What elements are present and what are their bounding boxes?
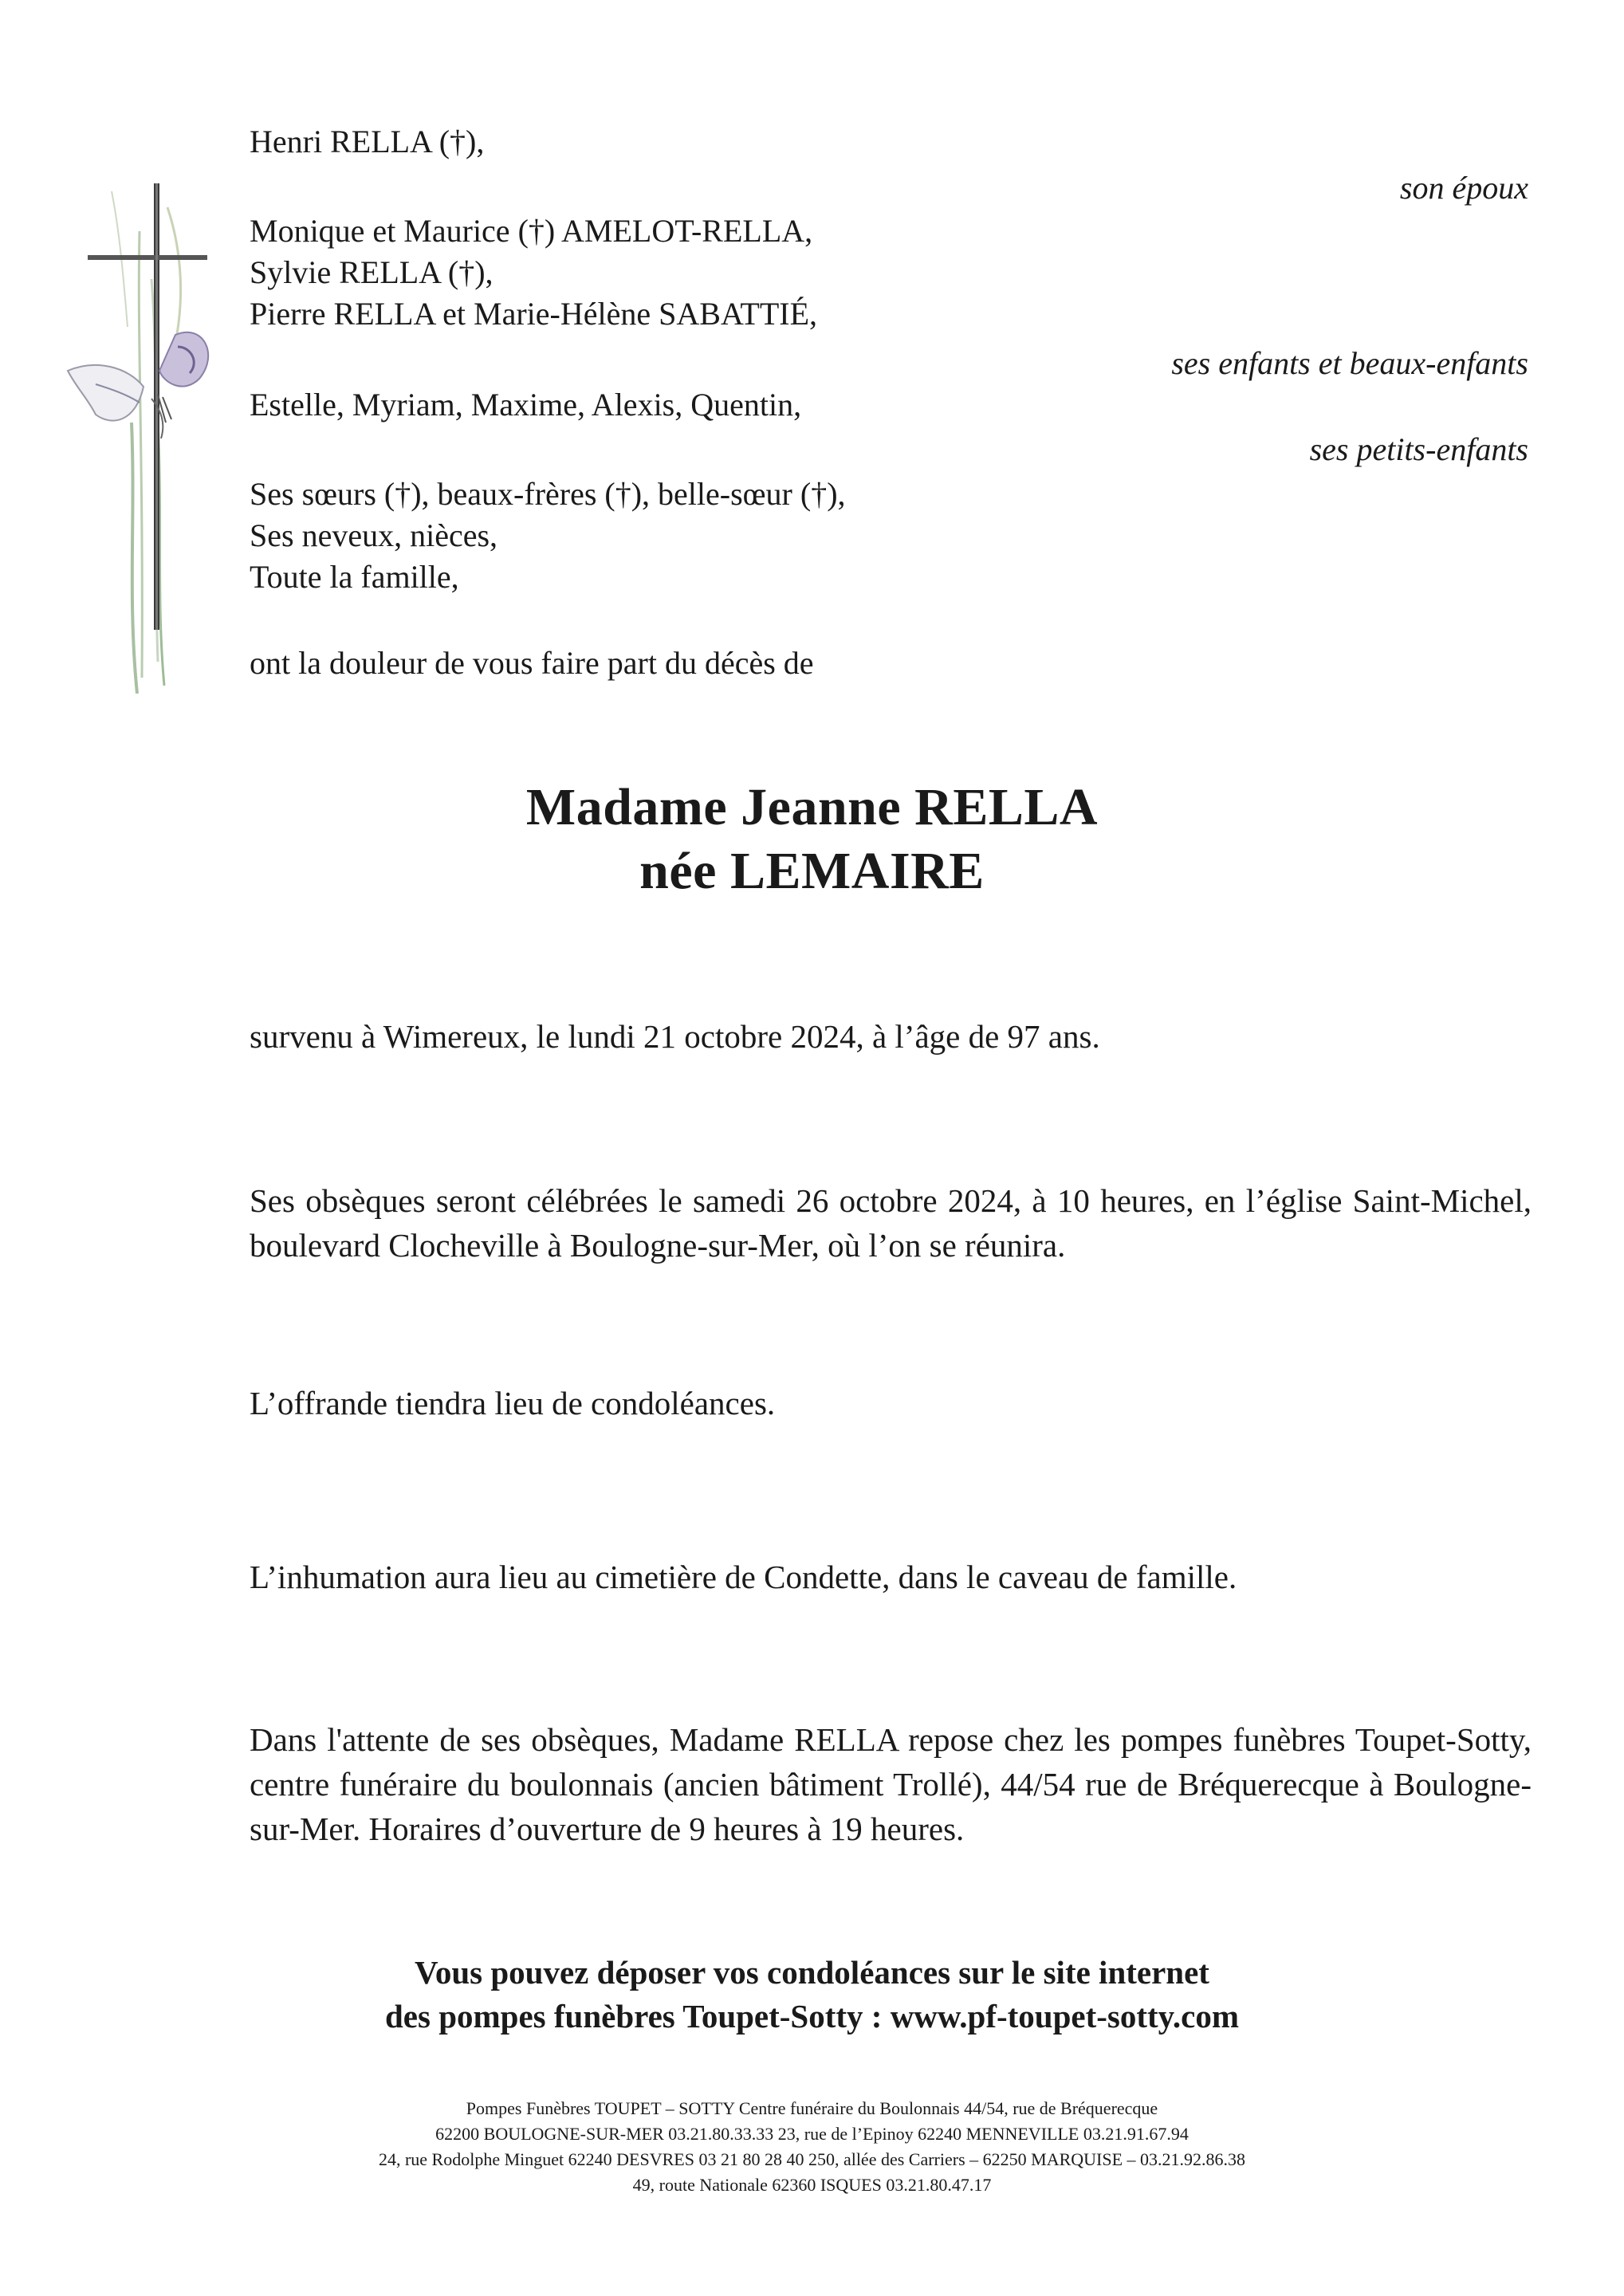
- family-line-grandchildren: Estelle, Myriam, Maxime, Alexis, Quentin,: [250, 387, 802, 423]
- family-line-child-3: Pierre RELLA et Marie-Hélène SABATTIÉ,: [250, 296, 818, 332]
- role-children: ses enfants et beaux-enfants: [1171, 345, 1528, 381]
- family-line-child-2: Sylvie RELLA (†),: [250, 254, 493, 290]
- funeral-paragraph: Ses obsèques seront célébrées le samedi 26 octobre 2024, à 10 heures, en l’église Saint-Michel, boulevard Clocheville à Boulogne-sur-Mer, où l’on se réunira.: [250, 1182, 1532, 1264]
- death-paragraph: survenu à Wimereux, le lundi 21 octobre 2024, à l’âge de 97 ans.: [250, 1018, 1100, 1055]
- family-line-child-1: Monique et Maurice (†) AMELOT-RELLA,: [250, 213, 813, 249]
- footer-line-3: 24, rue Rodolphe Minguet 62240 DESVRES 03 21 80 28 40 250, allée des Carriers – 62250 MARQUISE – 03.21.92.86.38: [378, 2149, 1246, 2169]
- footer-line-1: Pompes Funèbres TOUPET – SOTTY Centre funéraire du Boulonnais 44/54, rue de Bréquerecque: [466, 2098, 1158, 2118]
- burial-paragraph: L’inhumation aura lieu au cimetière de Condette, dans le caveau de famille.: [250, 1559, 1237, 1595]
- role-spouse: son époux: [1399, 170, 1528, 206]
- family-line-nephews: Ses neveux, nièces,: [250, 517, 498, 553]
- family-line-all-family: Toute la famille,: [250, 559, 459, 595]
- family-line-spouse: Henri RELLA (†),: [250, 124, 485, 159]
- condolences-line-1: Vous pouvez déposer vos condoléances sur le site internet: [415, 1954, 1209, 1991]
- announcement-line: ont la douleur de vous faire part du décès de: [250, 645, 814, 681]
- rest-paragraph: Dans l'attente de ses obsèques, Madame RELLA repose chez les pompes funèbres Toupet-Sotty, centre funéraire du boulonnais (ancien bâtiment Trollé), 44/54 rue de Bréquerecque à Boulogne-sur-Mer. Horaires d’ouverture de 9 heures à 19 heures.: [250, 1721, 1532, 1847]
- offering-paragraph: L’offrande tiendra lieu de condoléances.: [250, 1385, 776, 1421]
- family-line-siblings: Ses sœurs (†), beaux-frères (†), belle-sœur (†),: [250, 476, 846, 512]
- role-grandchildren: ses petits-enfants: [1309, 431, 1528, 467]
- footer-line-2: 62200 BOULOGNE-SUR-MER 03.21.80.33.33 23, rue de l’Epinoy 62240 MENNEVILLE 03.21.91.67.94: [435, 2124, 1189, 2144]
- footer-line-4: 49, route Nationale 62360 ISQUES 03.21.80.47.17: [632, 2175, 992, 2195]
- condolences-line-2[interactable]: des pompes funèbres Toupet-Sotty : www.pf-toupet-sotty.com: [385, 1998, 1239, 2035]
- cross-with-lily-icon: [64, 183, 231, 694]
- deceased-birth-name: née LEMAIRE: [639, 842, 985, 900]
- deceased-name: Madame Jeanne RELLA: [525, 778, 1099, 836]
